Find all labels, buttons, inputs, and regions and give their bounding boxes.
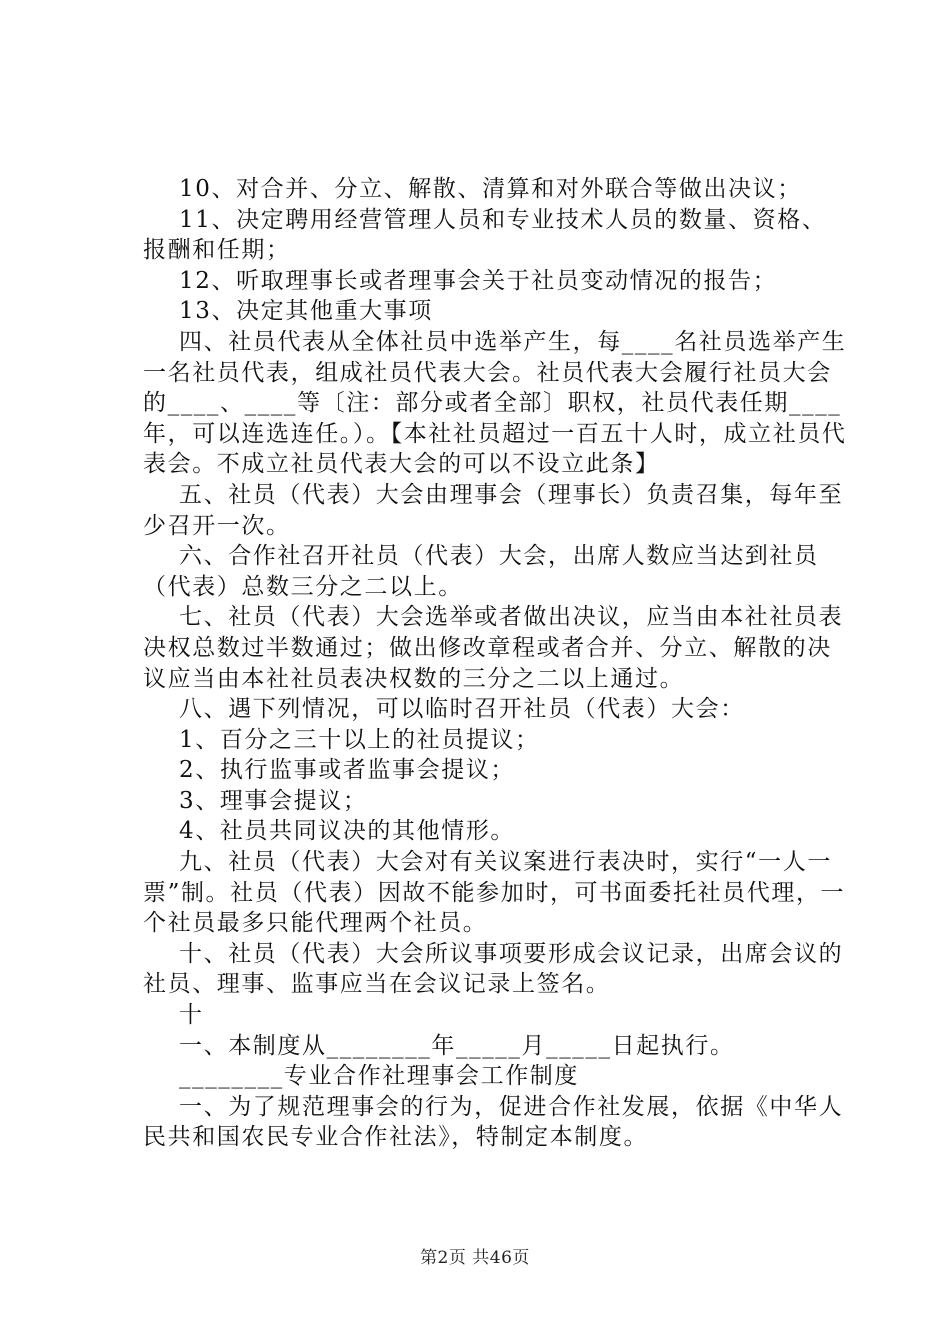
paragraph-17: 一、本制度从________年_____月_____日起执行。 — [179, 1032, 735, 1059]
paragraph-10: 1、百分之三十以上的社员提议； — [179, 726, 540, 753]
paragraph-15: 十、社员（代表）大会所议事项要形成会议记录，出席会议的社员、理事、监事应当在会议记录上签名。 — [143, 940, 844, 998]
paragraph-8: 七、社员（代表）大会选举或者做出决议，应当由本社社员表决权总数过半数通过；做出修改章程或者合并、分立、解散的决议应当由本社社员表决权数的三分之二以上通过。 — [143, 604, 844, 692]
paragraph-4: 13、决定其他重大事项 — [179, 298, 433, 325]
paragraph-1: 10、对合并、分立、解散、清算和对外联合等做出决议； — [179, 176, 802, 202]
paragraph-11: 2、执行监事或者监事会提议； — [179, 757, 516, 784]
paragraph-16: 十 — [179, 1002, 204, 1029]
paragraph-12: 3、理事会提议； — [179, 787, 368, 814]
paragraph-14: 九、社员（代表）大会对有关议案进行表决时，实行“一人一票”制。社员（代表）因故不能参加时，可书面委托社员代理，一个社员最多只能代理两个社员。 — [143, 849, 846, 937]
document-body — [143, 174, 848, 1153]
paragraph-7: 六、合作社召开社员（代表）大会，出席人数应当达到社员（代表）总数三分之二以上。 — [143, 543, 819, 600]
page-footer: 第2页 共46页 — [420, 1248, 530, 1268]
paragraph-3: 12、听取理事长或者理事会关于社员变动情况的报告； — [179, 267, 778, 294]
section-title: ________专业合作社理事会工作制度 — [179, 1063, 579, 1090]
paragraph-2: 11、决定聘用经营管理人员和专业技术人员的数量、资格、报酬和任期； — [143, 206, 827, 264]
paragraph-6: 五、社员（代表）大会由理事会（理事长）负责召集，每年至少召开一次。 — [143, 481, 844, 539]
paragraph-5: 四、社员代表从全体社员中选举产生，每____名社员选举产生一名社员代表，组成社员代表大会。社员代表大会履行社员大会的____、____等〔注：部分或者全部〕职权，社员代表任期____年，可以连选连任。）。【本社社员超过一百五十人时，成立社员代表会。不成立社员代表大会的可以不设立此条】 — [143, 328, 847, 478]
paragraph-19: 一、为了规范理事会的行为，促进合作社发展，依据《中华人民共和国农民专业合作社法》，特制定本制度。 — [143, 1093, 844, 1151]
paragraph-13: 4、社员共同议决的其他情形。 — [179, 818, 516, 845]
paragraph-9: 八、遇下列情况，可以临时召开社员（代表）大会： — [179, 696, 745, 723]
